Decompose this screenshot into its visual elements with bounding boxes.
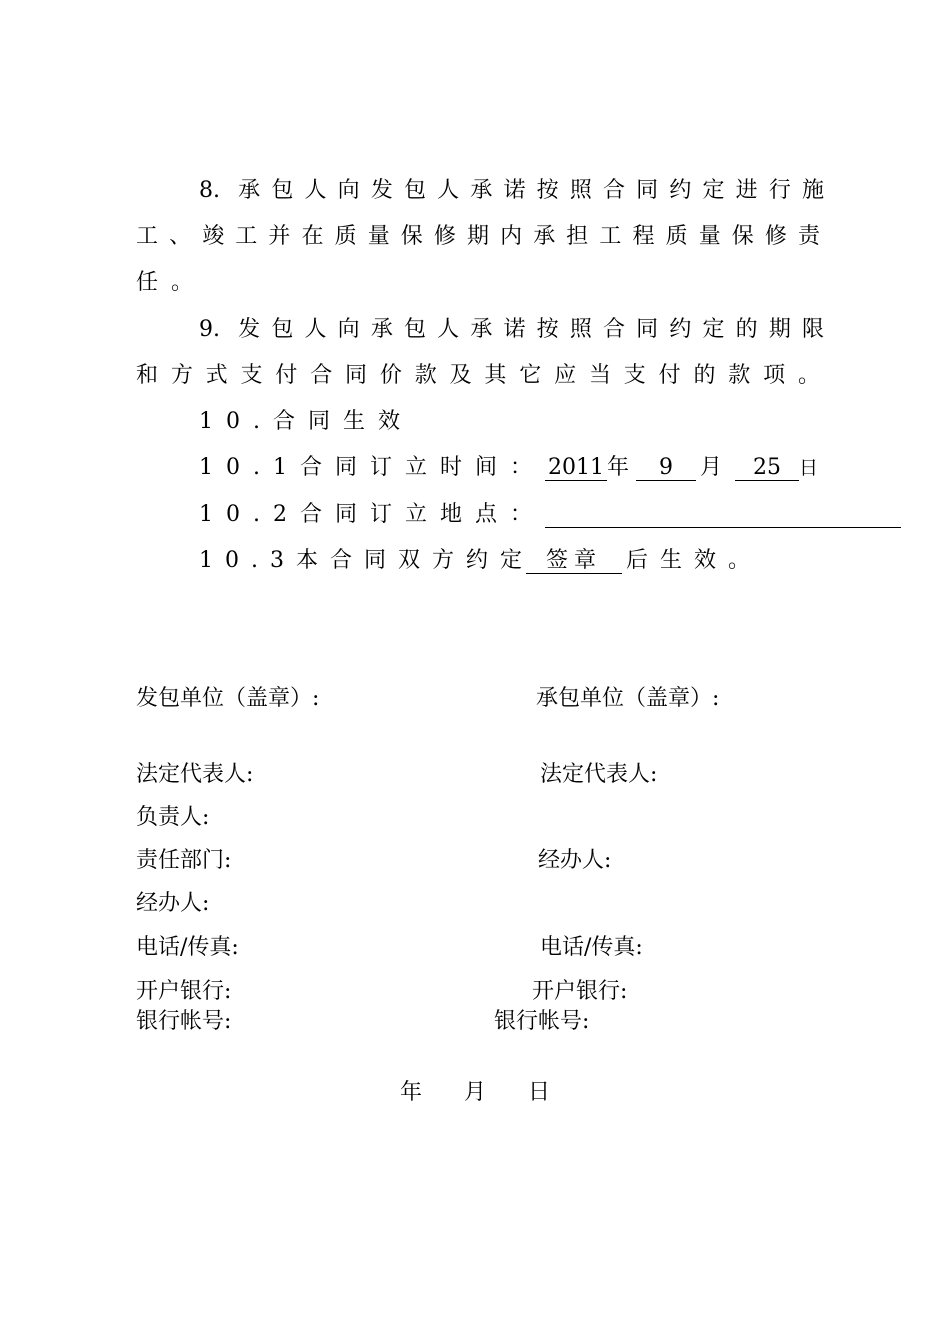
employer-dept-label: 责任部门: bbox=[136, 848, 232, 873]
clause-8-line-3: 任。 bbox=[136, 270, 207, 295]
month-unit: 月 bbox=[700, 455, 723, 480]
clause-10-2-label: 10.2合同订立地点： bbox=[199, 502, 545, 527]
clause-10-title: 10.合同生效 bbox=[199, 409, 413, 434]
clause-10-3-prefix: 10.3本合同双方约定 bbox=[199, 548, 534, 573]
effective-condition-field: 签章 bbox=[526, 549, 622, 574]
employer-phone-label: 电话/传真: bbox=[136, 935, 239, 960]
contractor-unit-label: 承包单位（盖章）: bbox=[536, 686, 720, 711]
contractor-legal-rep-label: 法定代表人: bbox=[540, 762, 658, 787]
employer-handler-label: 经办人: bbox=[136, 891, 210, 916]
clause-8-line-2: 工、竣工并在质量保修期内承担工程质量保修责 bbox=[136, 224, 820, 249]
employer-unit-label: 发包单位（盖章）: bbox=[136, 686, 320, 711]
employer-person-in-charge-label: 负责人: bbox=[136, 805, 210, 830]
contractor-phone-label: 电话/传真: bbox=[540, 935, 643, 960]
clause-10-1-label: 10.1合同订立时间： bbox=[199, 455, 545, 480]
contract-month-field: 9 bbox=[636, 456, 696, 481]
clause-10-1-row bbox=[199, 453, 824, 483]
employer-legal-rep-label: 法定代表人: bbox=[136, 762, 254, 787]
clause-10-2-row bbox=[199, 500, 824, 530]
employer-account-label: 银行帐号: bbox=[136, 1009, 232, 1034]
clause-9-line-2: 和方式支付合同价款及其它应当支付的款项。 bbox=[136, 363, 820, 388]
employer-bank-label: 开户银行: bbox=[136, 979, 232, 1004]
contractor-bank-label: 开户银行: bbox=[532, 979, 628, 1004]
clause-10-3-row bbox=[199, 546, 824, 576]
day-unit: 日 bbox=[799, 457, 819, 479]
contract-place-field bbox=[545, 503, 901, 528]
contract-day-field: 25 bbox=[735, 456, 799, 481]
contractor-account-label: 银行帐号: bbox=[494, 1009, 590, 1034]
clause-9-line-1: 9. 发包人向承包人承诺按照合同约定的期限 bbox=[199, 317, 824, 342]
date-month-label: 月 bbox=[463, 1080, 486, 1105]
year-unit: 年 bbox=[607, 455, 630, 480]
date-day-label: 日 bbox=[528, 1080, 551, 1105]
date-year-label: 年 bbox=[399, 1080, 422, 1105]
clause-10-3-suffix: 后生效。 bbox=[626, 548, 763, 573]
date-footer bbox=[0, 1078, 950, 1108]
contractor-handler-label: 经办人: bbox=[538, 848, 612, 873]
contract-year-field: 2011 bbox=[545, 456, 607, 481]
clause-8-line-1: 8. 承包人向发包人承诺按照合同约定进行施 bbox=[199, 178, 824, 203]
